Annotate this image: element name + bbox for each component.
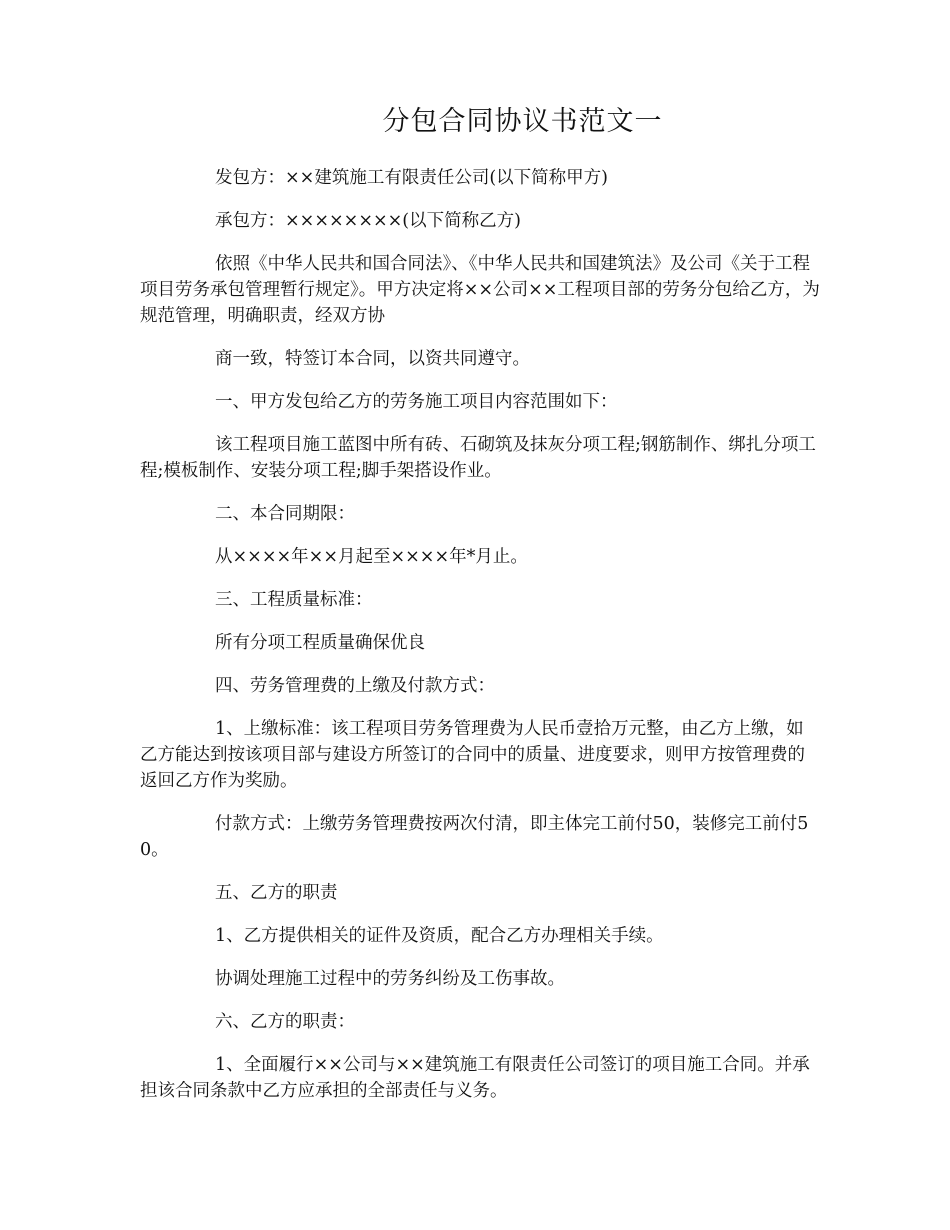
section-heading-duties-6: 六、乙方的职责： [215,1012,355,1032]
paragraph-duty-disputes: 协调处理施工过程中的劳务纠纷及工伤事故。 [215,969,565,989]
paragraph-subcontractor: 承包方：××××××××(以下简称乙方) [215,211,521,231]
document-body [140,165,820,1121]
paragraph-scope: 该工程项目施工蓝图中所有砖、石砌筑及抹灰分项工程;钢筋制作、绑扎分项工程;模板制作、安装分项工程;脚手架搭设作业。 [140,435,816,481]
paragraph-contractor: 发包方：××建筑施工有限责任公司(以下简称甲方) [215,168,608,188]
paragraph-duty-contract: 1、全面履行××公司与××建筑施工有限责任公司签订的项目施工合同。并承担该合同条款中乙方应承担的全部责任与义务。 [140,1055,810,1101]
section-heading-duties-5: 五、乙方的职责 [215,883,338,903]
paragraph-payment-method: 付款方式：上缴劳务管理费按两次付清，即主体完工前付50，装修完工前付50。 [140,814,809,860]
paragraph-term: 从××××年××月起至××××年*月止。 [215,547,528,567]
paragraph-fee-standard: 1、上缴标准：该工程项目劳务管理费为人民币壹拾万元整，由乙方上缴，如乙方能达到按该项目部与建设方所签订的合同中的质量、进度要求，则甲方按管理费的返回乙方作为奖励。 [140,719,805,791]
paragraph-basis: 依照《中华人民共和国合同法》、《中华人民共和国建筑法》及公司《关于工程项目劳务承包管理暂行规定》。甲方决定将××公司××工程项目部的劳务分包给乙方，为规范管理，明确职责，经双方协 [140,254,820,326]
paragraph-duty-documents: 1、乙方提供相关的证件及资质，配合乙方办理相关手续。 [215,926,664,946]
section-heading-fees: 四、劳务管理费的上缴及付款方式： [215,676,495,696]
document-title: 分包合同协议书范文一 [382,106,663,137]
section-heading-scope: 一、甲方发包给乙方的劳务施工项目内容范围如下： [215,392,618,412]
paragraph-agreement: 商一致，特签订本合同，以资共同遵守。 [215,349,530,369]
paragraph-quality: 所有分项工程质量确保优良 [215,633,425,653]
section-heading-term: 二、本合同期限： [215,504,355,524]
section-heading-quality: 三、工程质量标准： [215,590,373,610]
